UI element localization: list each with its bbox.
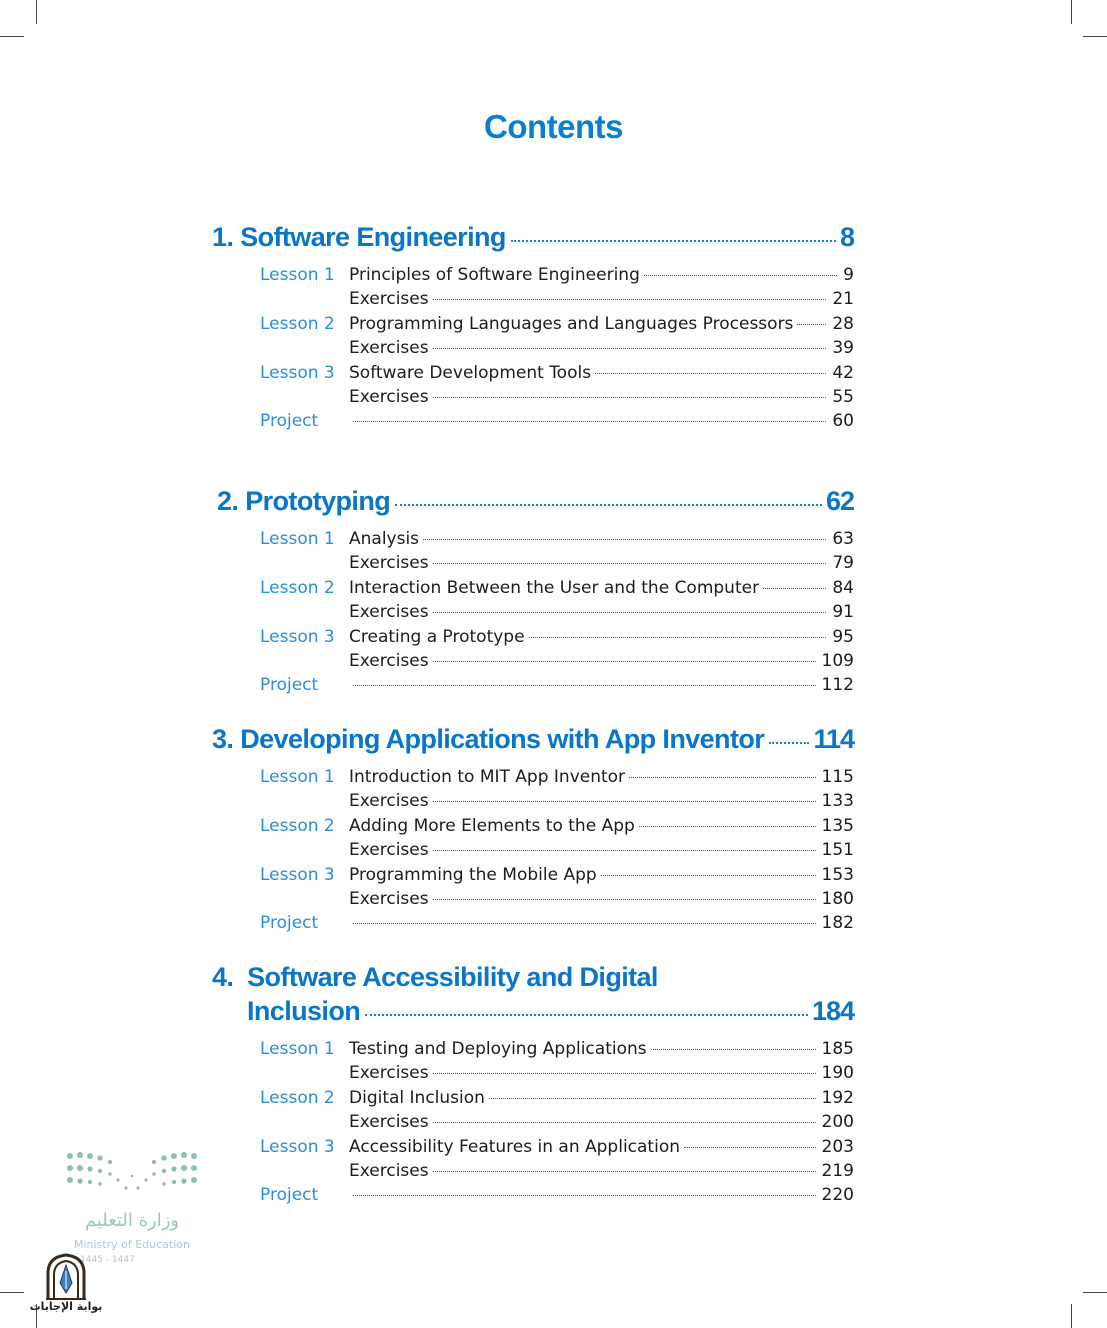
toc-entry-label: Lesson 3 [260, 1137, 335, 1157]
pen-arch-icon [44, 1253, 88, 1301]
dot-leader [395, 504, 822, 506]
chapter-title: 3. Developing Applications with App Inventor [212, 724, 765, 754]
toc-entry-label: Lesson 3 [260, 363, 335, 383]
toc-exercises-row[interactable] [260, 553, 854, 577]
toc-exercises-row[interactable] [260, 1161, 854, 1185]
dot-leader [433, 299, 827, 300]
toc-exercises-row[interactable] [260, 651, 854, 675]
toc-entry-label: Lesson 2 [260, 578, 335, 598]
toc-entry-page: 63 [832, 529, 854, 549]
chapter-page: 114 [813, 724, 854, 754]
crop-mark [1071, 1304, 1072, 1328]
dot-leader [769, 742, 809, 744]
crop-mark [1083, 1292, 1107, 1293]
toc-exercises-row[interactable] [260, 840, 854, 864]
toc-entry-title: Exercises [349, 1112, 429, 1132]
dot-leader [595, 373, 826, 374]
toc-entry-title: Programming the Mobile App [349, 865, 597, 885]
toc-entry-page: 79 [832, 553, 854, 573]
toc-entry-title: Accessibility Features in an Application [349, 1137, 680, 1157]
dot-leader [433, 563, 827, 564]
toc-entry-page: 28 [832, 314, 854, 334]
toc-lesson-row[interactable] [260, 314, 854, 338]
toc-entry-page: 84 [832, 578, 854, 598]
toc-entry-page: 180 [821, 889, 854, 909]
toc-entry-title: Exercises [349, 1063, 429, 1083]
dot-leader [601, 875, 816, 876]
toc-entry-title: Exercises [349, 289, 429, 309]
toc-lesson-row[interactable] [260, 529, 854, 553]
ministry-arabic-name: وزارة التعليم [84, 1210, 180, 1231]
toc-entry-title: Interaction Between the User and the Computer [349, 578, 760, 598]
toc-entry-title: Adding More Elements to the App [349, 816, 635, 836]
dot-leader [797, 324, 826, 325]
dot-leader [433, 661, 816, 662]
dot-leader [353, 685, 816, 686]
chapter-page: 62 [825, 486, 854, 516]
dot-leader [353, 1195, 816, 1196]
chapter-title: 1. Software Engineering [212, 222, 506, 252]
dot-leader [684, 1147, 816, 1148]
toc-entry-page: 185 [821, 1039, 854, 1059]
dot-leader [529, 637, 827, 638]
toc-entry-page: 55 [832, 387, 854, 407]
toc-exercises-row[interactable] [260, 889, 854, 913]
toc-project-row[interactable] [260, 675, 854, 699]
toc-entry-page: 182 [821, 913, 854, 933]
toc-lesson-row[interactable] [260, 1039, 854, 1063]
toc-entry-page: 190 [821, 1063, 854, 1083]
toc-lesson-row[interactable] [260, 767, 854, 791]
toc-lesson-row[interactable] [260, 627, 854, 651]
toc-entry-page: 39 [832, 338, 854, 358]
toc-entry-label: Project [260, 913, 319, 933]
toc-entry-title: Exercises [349, 1161, 429, 1181]
toc-exercises-row[interactable] [260, 602, 854, 626]
toc-entry-page: 135 [821, 816, 854, 836]
toc-exercises-row[interactable] [260, 1112, 854, 1136]
toc-entry-title: Exercises [349, 338, 429, 358]
crop-mark [36, 0, 37, 24]
dot-leader [433, 801, 816, 802]
dot-leader [433, 1073, 816, 1074]
dot-leader [651, 1049, 816, 1050]
toc-entry-title: Exercises [349, 387, 429, 407]
toc-exercises-row[interactable] [260, 1063, 854, 1087]
toc-entry-page: 42 [832, 363, 854, 383]
dot-leader [433, 348, 827, 349]
dot-leader [639, 826, 816, 827]
toc-entry-label: Lesson 3 [260, 865, 335, 885]
toc-entry-page: 91 [832, 602, 854, 622]
dot-leader [433, 899, 816, 900]
toc-entry-label: Lesson 1 [260, 529, 335, 549]
dot-leader [433, 850, 816, 851]
toc-entry-title: Creating a Prototype [349, 627, 525, 647]
dot-leader [644, 275, 837, 276]
toc-lesson-row[interactable] [260, 865, 854, 889]
chapter-heading[interactable] [212, 724, 854, 755]
toc-lesson-row[interactable] [260, 1088, 854, 1112]
toc-entry-title: Exercises [349, 791, 429, 811]
ministry-year: 1445 - 1447 [80, 1255, 135, 1265]
toc-entry-title: Exercises [349, 840, 429, 860]
crop-mark [0, 36, 24, 37]
crop-mark [1083, 36, 1107, 37]
toc-entry-page: 219 [821, 1161, 854, 1181]
dot-leader [353, 421, 826, 422]
dot-leader [433, 1122, 816, 1123]
toc-entry-page: 21 [832, 289, 854, 309]
chapter-title: 2. Prototyping [217, 486, 391, 516]
toc-entry-title: Software Development Tools [349, 363, 592, 383]
dot-leader [353, 923, 816, 924]
watermark-badge [28, 1253, 108, 1319]
chapter-page: 184 [811, 996, 854, 1026]
toc-entry-label: Lesson 1 [260, 265, 335, 285]
dot-leader [763, 588, 826, 589]
watermark-text: بوابة الإجابات [29, 1300, 103, 1313]
toc-project-row[interactable] [260, 1185, 854, 1209]
toc-exercises-row[interactable] [260, 791, 854, 815]
toc-entry-label: Lesson 2 [260, 314, 335, 334]
toc-entry-title: Exercises [349, 602, 429, 622]
toc-entry-title: Programming Languages and Languages Processors [349, 314, 794, 334]
dot-leader [433, 1171, 816, 1172]
chapter-title-line2: Inclusion [247, 996, 361, 1026]
toc-project-row[interactable] [260, 913, 854, 937]
toc-entry-title: Analysis [349, 529, 420, 549]
toc-entry-page: 200 [821, 1112, 854, 1132]
dot-leader [365, 1014, 808, 1016]
toc-entry-label: Lesson 3 [260, 627, 335, 647]
toc-entry-title: Digital Inclusion [349, 1088, 485, 1108]
toc-entry-page: 203 [821, 1137, 854, 1157]
toc-entry-title: Exercises [349, 553, 429, 573]
toc-entry-title: Introduction to MIT App Inventor [349, 767, 626, 787]
toc-exercises-row[interactable] [260, 289, 854, 313]
toc-project-row[interactable] [260, 411, 854, 435]
dot-leader [629, 777, 816, 778]
dot-leader [433, 612, 827, 613]
dot-leader [511, 240, 836, 242]
dot-leader [423, 539, 826, 540]
toc-entry-page: 95 [832, 627, 854, 647]
chapter-title-line1[interactable]: 4. Software Accessibility and Digital [212, 962, 658, 992]
dot-leader [433, 397, 827, 398]
toc-entry-label: Project [260, 675, 319, 695]
ministry-dots-logo-icon [64, 1150, 200, 1194]
chapter-heading[interactable] [217, 486, 854, 517]
toc-lesson-row[interactable] [260, 363, 854, 387]
crop-mark [1071, 0, 1072, 24]
toc-entry-page: 112 [821, 675, 854, 695]
toc-exercises-row[interactable] [260, 338, 854, 362]
toc-entry-page: 153 [821, 865, 854, 885]
toc-entry-label: Lesson 2 [260, 816, 335, 836]
toc-entry-label: Lesson 2 [260, 1088, 335, 1108]
crop-mark [0, 1292, 24, 1293]
ministry-english-name: Ministry of Education [73, 1238, 190, 1251]
toc-entry-label: Lesson 1 [260, 767, 335, 787]
toc-entry-page: 192 [821, 1088, 854, 1108]
chapter-heading[interactable] [212, 222, 854, 253]
toc-lesson-row[interactable] [260, 578, 854, 602]
page-title: Contents [484, 108, 623, 145]
toc-entry-page: 151 [821, 840, 854, 860]
toc-exercises-row[interactable] [260, 387, 854, 411]
toc-entry-label: Project [260, 411, 319, 431]
toc-entry-label: Lesson 1 [260, 1039, 335, 1059]
toc-entry-page: 220 [821, 1185, 854, 1205]
toc-entry-page: 60 [832, 411, 854, 431]
toc-lesson-row[interactable] [260, 1137, 854, 1161]
toc-entry-page: 9 [843, 265, 854, 285]
chapter-page: 8 [839, 222, 854, 252]
toc-lesson-row[interactable] [260, 816, 854, 840]
toc-entry-title: Testing and Deploying Applications [349, 1039, 647, 1059]
toc-entry-page: 115 [821, 767, 854, 787]
toc-entry-label: Project [260, 1185, 319, 1205]
toc-entry-title: Exercises [349, 651, 429, 671]
dot-leader [489, 1098, 816, 1099]
chapter-heading[interactable] [247, 996, 854, 1027]
toc-entry-page: 133 [821, 791, 854, 811]
toc-entry-title: Principles of Software Engineering [349, 265, 640, 285]
toc-lesson-row[interactable] [260, 265, 854, 289]
toc-entry-title: Exercises [349, 889, 429, 909]
toc-entry-page: 109 [821, 651, 854, 671]
